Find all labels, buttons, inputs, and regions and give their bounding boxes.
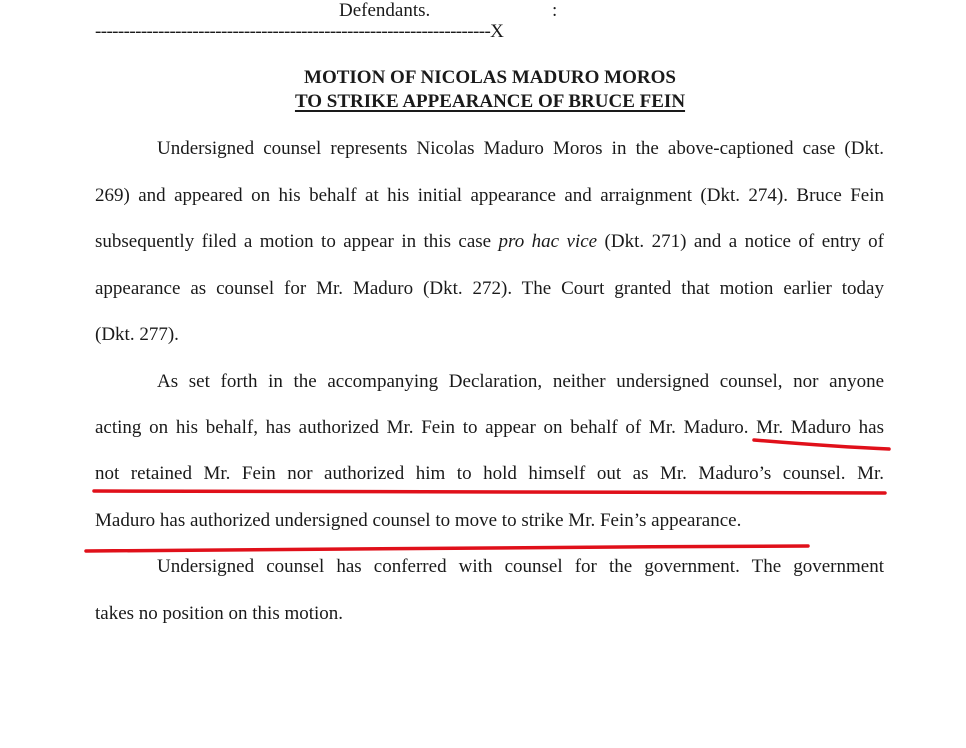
pen-underline-1 [754, 440, 889, 449]
caption-rule: ---------------------------------------------------------------------X [95, 21, 504, 42]
p2-line-3: not retained Mr. Fein nor authorized him to hold himself out as Mr. Maduro’s counsel. Mr. [95, 463, 884, 484]
motion-title-line-2: TO STRIKE APPEARANCE OF BRUCE FEIN [294, 91, 686, 112]
p3-line-2: takes no position on this motion. [95, 603, 344, 624]
pro-hac-vice-italic: pro hac vice [498, 231, 598, 252]
defendants-label: Defendants. [339, 0, 431, 21]
pen-underline-2 [94, 491, 885, 493]
p1-line-3: subsequently filed a motion to appear in this case pro hac vice (Dkt. 271) and a notice of entry of [95, 231, 884, 252]
caption-colon: : [552, 0, 558, 21]
pen-underline-3 [86, 546, 808, 551]
p2-line-1: As set forth in the accompanying Declaration, neither undersigned counsel, nor anyone [157, 371, 884, 392]
p1-line-5: (Dkt. 277). [95, 324, 179, 345]
p2-line-4: Maduro has authorized undersigned counsel to move to strike Mr. Fein’s appearance. [95, 510, 742, 531]
p1-line-2: 269) and appeared on his behalf at his initial appearance and arraignment (Dkt. 274). Bruce Fein [95, 185, 884, 206]
motion-title-line-1: MOTION OF NICOLAS MADURO MOROS [304, 67, 676, 88]
p3-line-1: Undersigned counsel has conferred with counsel for the government. The government [157, 556, 884, 577]
p1-line-1: Undersigned counsel represents Nicolas Maduro Moros in the above-captioned case (Dkt. [157, 138, 884, 159]
p1-line-4: appearance as counsel for Mr. Maduro (Dkt. 272). The Court granted that motion earlier today [95, 278, 884, 299]
p2-line-2: acting on his behalf, has authorized Mr. Fein to appear on behalf of Mr. Maduro. Mr. Maduro has [95, 417, 884, 438]
